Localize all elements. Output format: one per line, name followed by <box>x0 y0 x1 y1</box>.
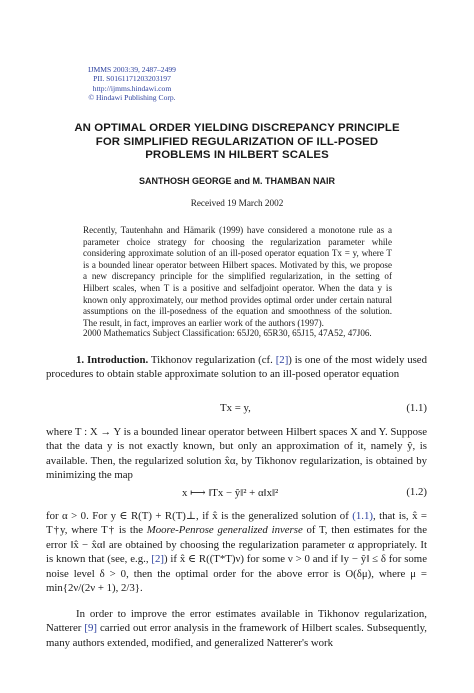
section-heading: 1. Introduction. <box>76 354 149 366</box>
intro-paragraph-1 <box>46 353 427 382</box>
title-line-1: AN OPTIMAL ORDER YIELDING DISCREPANCY PRINCIPLE <box>74 122 400 134</box>
pii-number: PII. S0161171203203197 <box>93 74 171 84</box>
received-date: Received 19 March 2002 <box>190 198 284 208</box>
authors: SANTHOSH GEORGE and M. THAMBAN NAIR <box>138 176 335 186</box>
abstract: Recently, Tautenhahn and Hämarik (1999) have considered a monotone rule as a parameter choice strategy for choosing the regularization parameter while considering approximate solution of an ill-posed operator equation Tx = y, where T is a bounded linear operator between Hilbert spaces. Motivated by this, we propose a new discrepancy principle for the simplified regularization, in the setting of Hilbert scales, when T is a positive and selfadjoint operator. When the data y is known only approximately, our method provides optimal order under certain natural assumptions on the ill-posedness of the equation and smoothness of the solution. The result, in fact, improves an earlier work of the authors (1997). <box>83 225 392 328</box>
p3-text-c: of T, then estimates for the error ‖x̂ − x̂α‖ are obtained by choosing the regularization parameter α appropriately. It is known that (see, e.g., <box>46 524 427 566</box>
journal-header <box>62 65 202 102</box>
p3-text-b: , that is, x̂ = T†y, where T† is the <box>46 510 427 537</box>
equation-1-2 <box>46 486 427 502</box>
equation-1-2-body: x ⟼ ‖Tx − ŷ‖² + α‖x‖² <box>182 487 279 499</box>
p4-text-b: carried out error analysis in the framework of Hilbert scales. Subsequently, many authors extended, modified, and generalized Natterer's work <box>46 622 427 649</box>
equation-1-1-number: (1.1) <box>406 402 427 414</box>
paper-title <box>40 122 434 163</box>
equation-1-2-number: (1.2) <box>406 486 427 498</box>
ref-link-2-second[interactable]: [2] <box>151 553 164 566</box>
eq-ref-link-1-1[interactable]: (1.1) <box>352 510 373 522</box>
subject-classification: 2000 Mathematics Subject Classification: 65J20, 65R30, 65J15, 47A52, 47J06. <box>83 328 372 338</box>
equation-1-1-body: Tx = y, <box>220 402 251 414</box>
publisher-copyright: © Hindawi Publishing Corp. <box>88 92 176 102</box>
p3-italic-term: Moore-Penrose generalized inverse <box>146 524 303 537</box>
journal-url-link[interactable]: http://ijmms.hindawi.com <box>92 83 172 93</box>
journal-citation: IJMMS 2003:39, 2487–2499 <box>88 65 176 74</box>
title-line-3: PROBLEMS IN HILBERT SCALES <box>145 149 329 161</box>
p4-text-a: In order to improve the error estimates available in Tikhonov regularization, Natterer <box>46 608 427 635</box>
intro-paragraph-2: where T : X → Y is a bounded linear operator between Hilbert spaces X and Y. Suppose that the data y is not exactly known, but only an approximation of it, namely ŷ, is available. Then, the regularized solution x̂α, by Tikhonov regularization, is obtained by minimizing the map <box>46 426 427 482</box>
p1-text-b: ) is one of the most widely used procedures to obtain stable approximate solution to an ill-posed operator equation <box>46 354 428 381</box>
ref-link-9[interactable]: [9] <box>84 622 97 635</box>
p3-text-a: for α > 0. For y ∈ R(T) + R(T)⊥, if x̂ is the generalized solution of <box>46 510 353 522</box>
p1-text-a: Tikhonov regularization (cf. <box>148 354 276 366</box>
title-line-2: FOR SIMPLIFIED REGULARIZATION OF ILL-POSED <box>95 135 379 148</box>
p3-text-d: ) if x̂ ∈ R((T*T)ν) for some ν > 0 and if ‖y − ŷ‖ ≤ δ for some noise level δ > 0, then the optimal order for the above error is O(δμ), where μ = min{2ν/(2ν + 1), 2/3}. <box>46 553 427 595</box>
intro-paragraph-3 <box>46 509 427 595</box>
ref-link-2[interactable]: [2] <box>275 354 289 366</box>
equation-1-1 <box>46 402 427 418</box>
intro-paragraph-4 <box>46 607 427 650</box>
